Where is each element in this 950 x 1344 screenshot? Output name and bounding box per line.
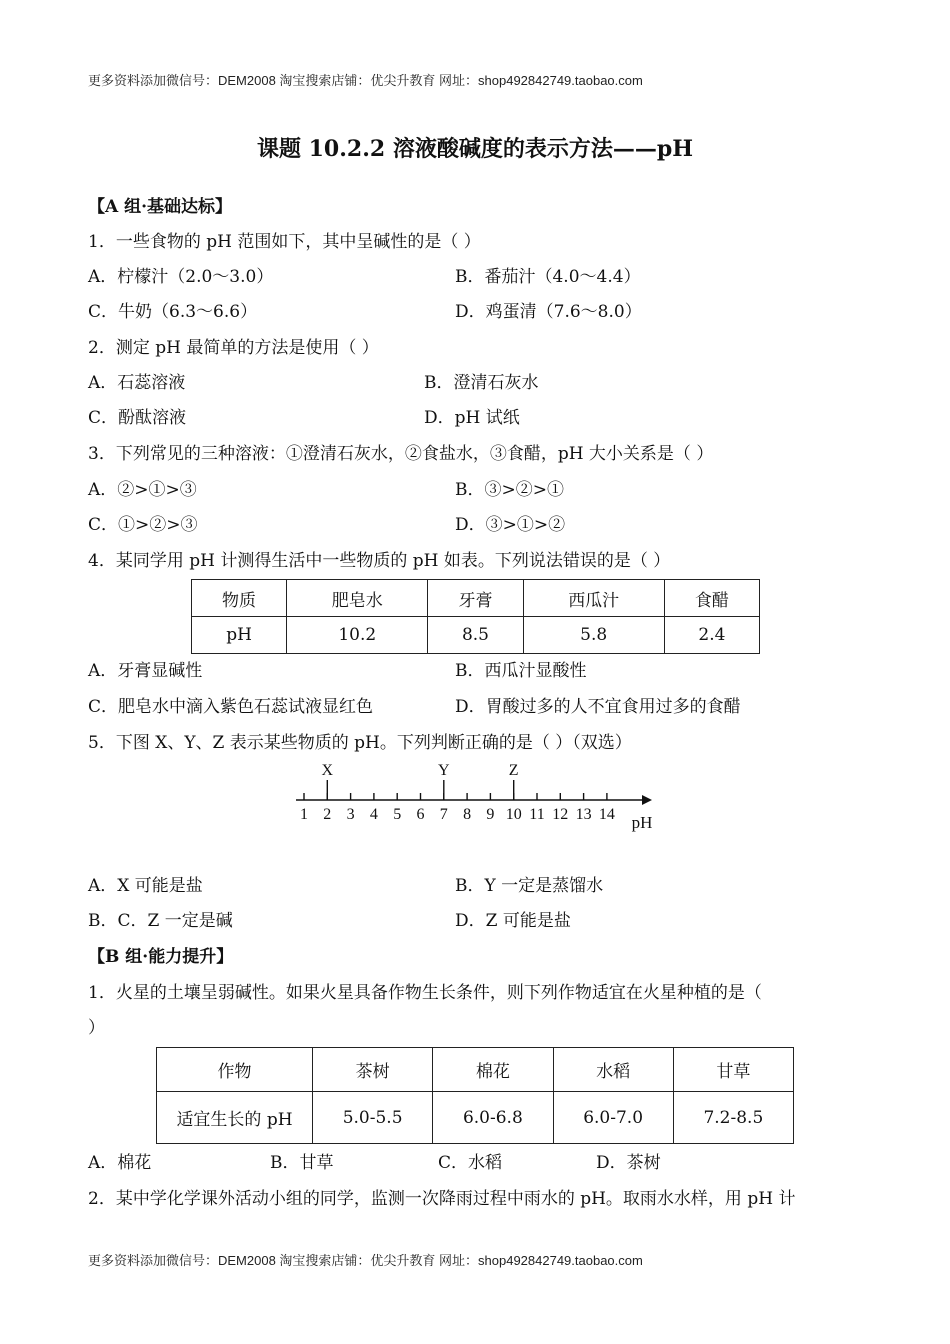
table-cell: 食醋	[664, 580, 759, 617]
tick-label: 1	[300, 806, 308, 823]
q1-option-b: B．番茄汁（4.0～4.4）	[455, 267, 641, 287]
q2-option-a: A．石蕊溶液	[88, 373, 186, 393]
tick-label: 13	[575, 806, 592, 823]
page-footer: 更多资料添加微信号：DEM2008 淘宝搜索店铺：优尖升教育 网址：shop492842749.taobao.com	[88, 1253, 643, 1268]
table-cell: 适宜生长的 pH	[157, 1092, 313, 1144]
question-4-stem: 4．某同学用 pH 计测得生活中一些物质的 pH 如表。下列说法错误的是（ ）	[88, 551, 671, 571]
tick-label: 9	[486, 806, 495, 823]
tick-label: 7	[439, 806, 448, 823]
table-cell: 5.8	[523, 617, 664, 654]
table-cell: 棉花	[433, 1048, 553, 1092]
section-b-heading: 【B 组·能力提升】	[88, 947, 234, 967]
table-cell: 8.5	[428, 617, 523, 654]
table-cell: 10.2	[287, 617, 428, 654]
b-question-1-stem-cont: ）	[88, 1018, 105, 1038]
question-5-stem: 5．下图 X、Y、Z 表示某些物质的 pH。下列判断正确的是（ ）（双选）	[88, 733, 632, 753]
question-3-stem: 3．下列常见的三种溶液：①澄清石灰水，②食盐水，③食醋，pH 大小关系是（ ）	[88, 444, 714, 464]
b1-option-c: C．水稻	[438, 1153, 503, 1173]
table-cell: 茶树	[313, 1048, 433, 1092]
table-cell: 西瓜汁	[523, 580, 664, 617]
section-a-heading: 【A 组·基础达标】	[88, 197, 233, 217]
b1-crop-table	[156, 1047, 794, 1144]
table-cell: 6.0-6.8	[433, 1092, 553, 1144]
tick-label: 12	[552, 806, 569, 823]
table-cell: 7.2-8.5	[673, 1092, 793, 1144]
q5-option-c: B．C．Z 一定是碱	[88, 911, 233, 931]
q4-option-d: D．胃酸过多的人不宜食用过多的食醋	[455, 697, 741, 717]
q3-option-a: A．②>①>③	[88, 480, 197, 500]
b1-option-a: A．棉花	[88, 1153, 152, 1173]
table-cell: 作物	[157, 1048, 313, 1092]
tick-label: 8	[463, 806, 472, 823]
q1-option-c: C．牛奶（6.3～6.6）	[88, 302, 258, 322]
q5-option-d: D．Z 可能是盐	[455, 911, 571, 931]
table-cell: 6.0-7.0	[553, 1092, 673, 1144]
table-cell: 水稻	[553, 1048, 673, 1092]
q3-option-d: D．③>①>②	[455, 515, 566, 535]
b1-option-b: B．甘草	[270, 1153, 334, 1173]
table-cell: 物质	[192, 580, 287, 617]
question-2-stem: 2．测定 pH 最简单的方法是使用（ ）	[88, 338, 379, 358]
tick-label: 3	[346, 806, 355, 823]
table-cell: 2.4	[664, 617, 759, 654]
q4-option-c: C．肥皂水中滴入紫色石蕊试液显红色	[88, 697, 374, 717]
q4-option-b: B．西瓜汁显酸性	[455, 661, 587, 681]
tick-label: 11	[529, 806, 545, 823]
q4-ph-table	[191, 579, 760, 654]
marker-label: X	[321, 762, 334, 779]
marker-label: Y	[438, 762, 450, 779]
table-cell: 甘草	[673, 1048, 793, 1092]
q1-option-d: D．鸡蛋清（7.6～8.0）	[455, 302, 642, 322]
axis-arrow	[642, 795, 652, 805]
tick-label: 10	[505, 806, 522, 823]
question-1-stem: 1．一些食物的 pH 范围如下，其中呈碱性的是（ ）	[88, 232, 481, 252]
page-header: 更多资料添加微信号：DEM2008 淘宝搜索店铺：优尖升教育 网址：shop492842749.taobao.com	[88, 73, 643, 88]
tick-label: 14	[598, 806, 615, 823]
q2-option-d: D．pH 试纸	[424, 408, 520, 428]
page-title: 课题 10.2.2 溶液酸碱度的表示方法——pH	[256, 136, 694, 162]
tick-label: 5	[393, 806, 402, 823]
q2-option-c: C．酚酞溶液	[88, 408, 187, 428]
tick-label: 2	[323, 806, 332, 823]
q1-option-a: A．柠檬汁（2.0～3.0）	[88, 267, 274, 287]
q3-option-c: C．①>②>③	[88, 515, 198, 535]
q3-option-b: B．③>②>①	[455, 480, 564, 500]
axis-label: pH	[631, 813, 653, 832]
tick-label: 6	[416, 806, 425, 823]
b-question-1-stem: 1．火星的土壤呈弱碱性。如果火星具备作物生长条件，则下列作物适宜在火星种植的是（	[88, 983, 762, 1003]
q5-option-a: A．X 可能是盐	[88, 876, 203, 896]
table-cell: pH	[192, 617, 287, 654]
table-cell: 5.0-5.5	[313, 1092, 433, 1144]
table-cell: 牙膏	[428, 580, 523, 617]
q4-option-a: A．牙膏显碱性	[88, 661, 203, 681]
q2-option-b: B．澄清石灰水	[424, 373, 539, 393]
b-question-2-stem: 2．某中学化学课外活动小组的同学，监测一次降雨过程中雨水的 pH。取雨水水样，用 pH 计	[88, 1189, 796, 1209]
table-cell: 肥皂水	[287, 580, 428, 617]
tick-label: 4	[369, 806, 378, 823]
ph-number-line	[292, 756, 662, 836]
q5-option-b: B．Y 一定是蒸馏水	[455, 876, 604, 896]
b1-option-d: D．茶树	[596, 1153, 661, 1173]
marker-label: Z	[508, 762, 519, 779]
